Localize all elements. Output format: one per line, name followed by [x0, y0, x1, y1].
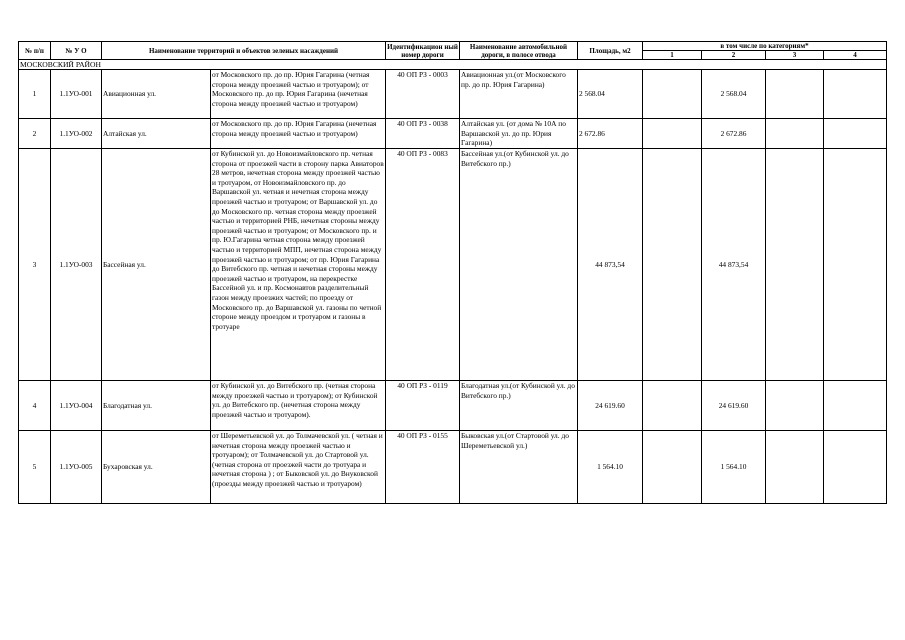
row-name: Бухаровская ул.: [102, 431, 211, 504]
table-row: [19, 149, 887, 381]
row-area: 24 619.60: [578, 381, 643, 431]
row-area: 1 564.10: [578, 431, 643, 504]
header-area: Площадь, м2: [578, 42, 643, 60]
row-cat-2: 44 873,54: [702, 149, 766, 381]
row-cat-3: [766, 70, 824, 119]
green-areas-table: [18, 41, 887, 504]
row-cat-4: [824, 119, 887, 149]
row-road: Алтайская ул. (от дома № 10А по Варшавской ул. до пр. Юрия Гагарина): [460, 119, 578, 149]
table-row: [19, 70, 887, 119]
header-cat-3: 3: [766, 51, 824, 60]
row-area: 2 568.04: [578, 70, 643, 119]
row-uo: 1.1УО-002: [51, 119, 102, 149]
row-name: Алтайская ул.: [102, 119, 211, 149]
row-cat-3: [766, 119, 824, 149]
row-cat-1: [643, 381, 702, 431]
header-cat-1: 1: [643, 51, 702, 60]
header-num: № п/п: [19, 42, 51, 60]
row-ident: 40 ОП РЗ - 0003: [386, 70, 460, 119]
row-ident: 40 ОП РЗ - 0038: [386, 119, 460, 149]
header-ident: Идентификацион ный номер дороги: [387, 42, 458, 59]
row-cat-1: [643, 119, 702, 149]
row-uo: 1.1УО-001: [51, 70, 102, 119]
table-row: [19, 119, 887, 149]
row-cat-3: [766, 381, 824, 431]
row-desc: от Московского пр. до пр. Юрия Гагарина (нечетная сторона между проезжей частью и тротуаром): [211, 119, 386, 149]
row-cat-2: 2 672.86: [702, 119, 766, 149]
row-cat-4: [824, 149, 887, 381]
header-categories: в том числе по категориям*: [643, 42, 887, 51]
row-cat-2: 1 564.10: [702, 431, 766, 504]
district-row: [19, 60, 887, 70]
row-ident: 40 ОП РЗ - 0119: [386, 381, 460, 431]
row-road: Авиационная ул.(от Московского пр. до пр. Юрия Гагарина): [460, 70, 578, 119]
header-name: Наименование территорий и объектов зеленых насаждений: [102, 42, 386, 60]
row-desc: от Кубинской ул. до Витебского пр. (четная сторона между проезжей частью и тротуаром); от Кубинской ул. до Витебского пр. (нечетная сторона между проезжей частью и тротуаром).: [211, 381, 386, 431]
header-uo: № У О: [51, 42, 102, 60]
row-cat-3: [766, 149, 824, 381]
row-cat-2: 2 568.04: [702, 70, 766, 119]
row-area: 2 672.86: [578, 119, 643, 149]
table-row: [19, 431, 887, 504]
row-cat-1: [643, 149, 702, 381]
row-area: 44 873,54: [578, 149, 643, 381]
row-desc: от Кубинской ул. до Новоизмайловского пр. четная сторона от проезжей части в сторону парка Авиаторов 28 метров, нечетная сторона между проезжей частью и тротуаром, от Новоизмайловского пр. до Варшавской ул. четная и нечетная сторона между проезжей частью и тротуаром; от Варшавской ул. до до Московского пр. четная сторона между проезжей частью и территорией РНБ, нечетная стороны между проезжей частью и тротуаром; от Московского пр. и пр. Ю.Гагарина четная сторона между проезжей частью и территорией МПП, нечетная сторона между проезжей частью и тротуаром; от пр. Юрия Гагарина до Витебского пр. четная и нечетная стороны между проезжей частью и тротуаром, на перекрестке Бассейной ул. и пр. Космонавтов разделительный газон между проезжих частей; по проезду от Московского пр. до Варшавской ул. газоны по четной стороне между проездом и тротуаром и газоны в тротуаре: [211, 149, 386, 381]
row-cat-4: [824, 381, 887, 431]
row-cat-2: 24 619.60: [702, 381, 766, 431]
district-name: МОСКОВСКИЙ РАЙОН: [19, 60, 887, 70]
row-name: Благодатная ул.: [102, 381, 211, 431]
row-cat-1: [643, 431, 702, 504]
row-num: 1: [19, 70, 51, 119]
header-cat-2: 2: [702, 51, 766, 60]
header-road: Наименование автомобильной дороги, в полосе отвода: [460, 42, 578, 60]
header-cat-4: 4: [824, 51, 887, 60]
row-cat-4: [824, 70, 887, 119]
row-road: Бассейная ул.(от Кубинской ул. до Витебского пр.): [460, 149, 578, 381]
row-num: 2: [19, 119, 51, 149]
row-ident: 40 ОП РЗ - 0083: [386, 149, 460, 381]
row-uo: 1.1УО-004: [51, 381, 102, 431]
row-uo: 1.1УО-005: [51, 431, 102, 504]
row-desc: от Московского пр. до пр. Юрия Гагарина (четная сторона между проезжей частью и тротуаром); от Московского пр. до пр. Юрия Гагарина (нечетная сторона между проезжей частью и тротуаром): [211, 70, 386, 119]
row-num: 4: [19, 381, 51, 431]
row-cat-3: [766, 431, 824, 504]
row-name: Бассейная ул.: [102, 149, 211, 381]
table-row: [19, 381, 887, 431]
row-cat-4: [824, 431, 887, 504]
row-desc: от Шереметьевской ул. до Толмачевской ул. ( четная и нечетная сторона между проезжей частью и тротуаром); от Толмачевской ул. до Стартовой ул. (четная сторона от проезжей части до тротуара и нечетная сторона ) ; от Быковской ул. до Внуковской (проезды между проезжей частью и тротуаром): [211, 431, 386, 504]
row-cat-1: [643, 70, 702, 119]
row-num: 3: [19, 149, 51, 381]
row-num: 5: [19, 431, 51, 504]
row-uo: 1.1УО-003: [51, 149, 102, 381]
row-road: Быковская ул.(от Стартовой ул. до Шереметьевской ул.): [460, 431, 578, 504]
row-ident: 40 ОП РЗ - 0155: [386, 431, 460, 504]
row-road: Благодатная ул.(от Кубинской ул. до Витебского пр.): [460, 381, 578, 431]
row-name: Авиационная ул.: [102, 70, 211, 119]
